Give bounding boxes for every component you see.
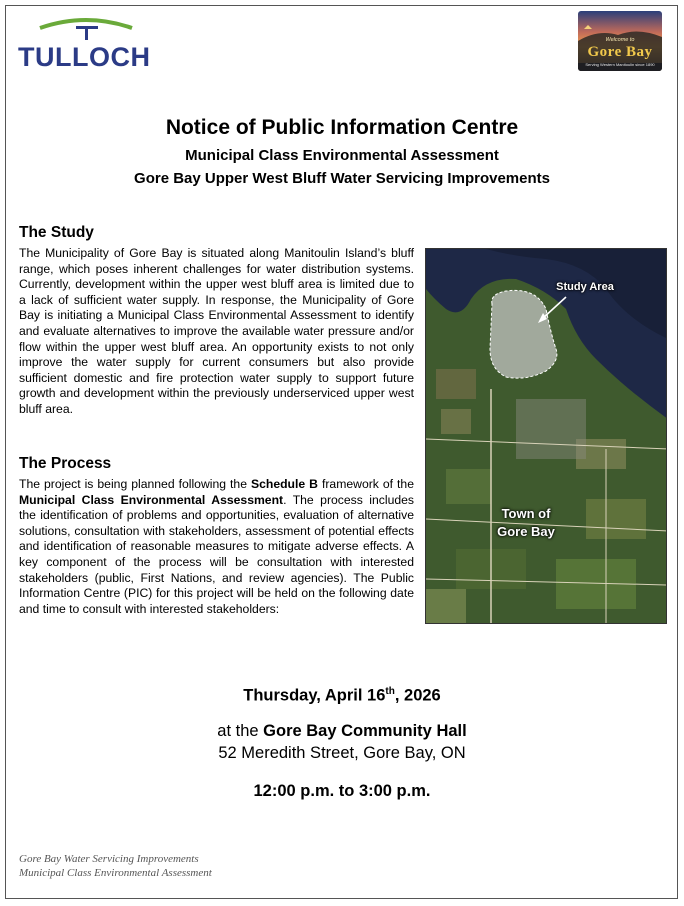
event-date-year: , 2026 [394,686,441,705]
town-label: Town of Gore Bay [497,506,555,539]
process-heading: The Process [19,455,112,472]
event-date [0,686,684,706]
event-venue-prefix: at the [217,722,264,740]
event-venue [0,722,684,741]
aerial-map-image [426,249,667,624]
process-bold-schedule: Schedule B [250,477,318,491]
event-date-ordinal: th [385,686,395,697]
gore-bay-welcome: Welcome to [605,37,635,43]
process-bold-class-ea: Municipal Class Environmental Assessment [19,492,284,507]
study-heading: The Study [19,224,94,241]
page-subtitle-1: Municipal Class Environmental Assessment [185,147,499,164]
process-mid: framework of the [317,477,414,491]
study-area-map [425,248,667,624]
event-time: 12:00 p.m. to 3:00 p.m. [253,782,431,800]
study-area-label: Study Area [556,281,614,293]
gore-bay-tagline: Serving Western Manitoulin since 1890 [585,62,655,67]
process-body [19,477,414,617]
footer-line-1: Gore Bay Water Servicing Improvements [19,853,199,865]
tulloch-logo [18,14,151,72]
process-rest: . The process includes the identification of problems and opportunities, evaluation of alternative solutions, consultation with stakeholders, assessment of potential effects and identification of reasonable measures to mitigate adverse effects. A key component of the process will be consultation with interested stakeholders (public, First Nations, and review agencies). The Public Information Centre (PIC) for this project will be held on the following date and time to consult with interested stakeholders: [19,492,415,616]
event-address: 52 Meredith Street, Gore Bay, ON [218,744,466,762]
event-date-main: Thursday, April 16 [243,686,386,705]
page-subtitle-2: Gore Bay Upper West Bluff Water Servicing Improvements [134,170,550,187]
process-intro: The project is being planned following the [19,477,251,491]
event-venue-name: Gore Bay Community Hall [263,722,467,740]
tulloch-logo-mark-icon [38,14,134,44]
page-title: Notice of Public Information Centre [165,116,519,139]
gore-bay-name: Gore Bay [587,44,653,60]
gore-bay-logo [578,11,662,71]
study-body: The Municipality of Gore Bay is situated along Manitoulin Island’s bluff range, which poses inherent challenges for water distribution systems. Currently, development within the upper west bluff area is limited due to a lack of sufficient water supply. In response, the Municipality of Gore Bay is initiating a Municipal Class Environmental Assessment to identify and evaluate alternatives to improve the available water pressure and/or flow within the upper west bluff area. An opportunity exists to not only improve the water supply for current consumers but also provide sufficient domestic and fire protection water supply to support future growth and development within the previously underserviced upper west bluff area. [19,246,414,416]
footer-line-2: Municipal Class Environmental Assessment [19,867,212,879]
tulloch-wordmark: TULLOCH [18,42,151,72]
